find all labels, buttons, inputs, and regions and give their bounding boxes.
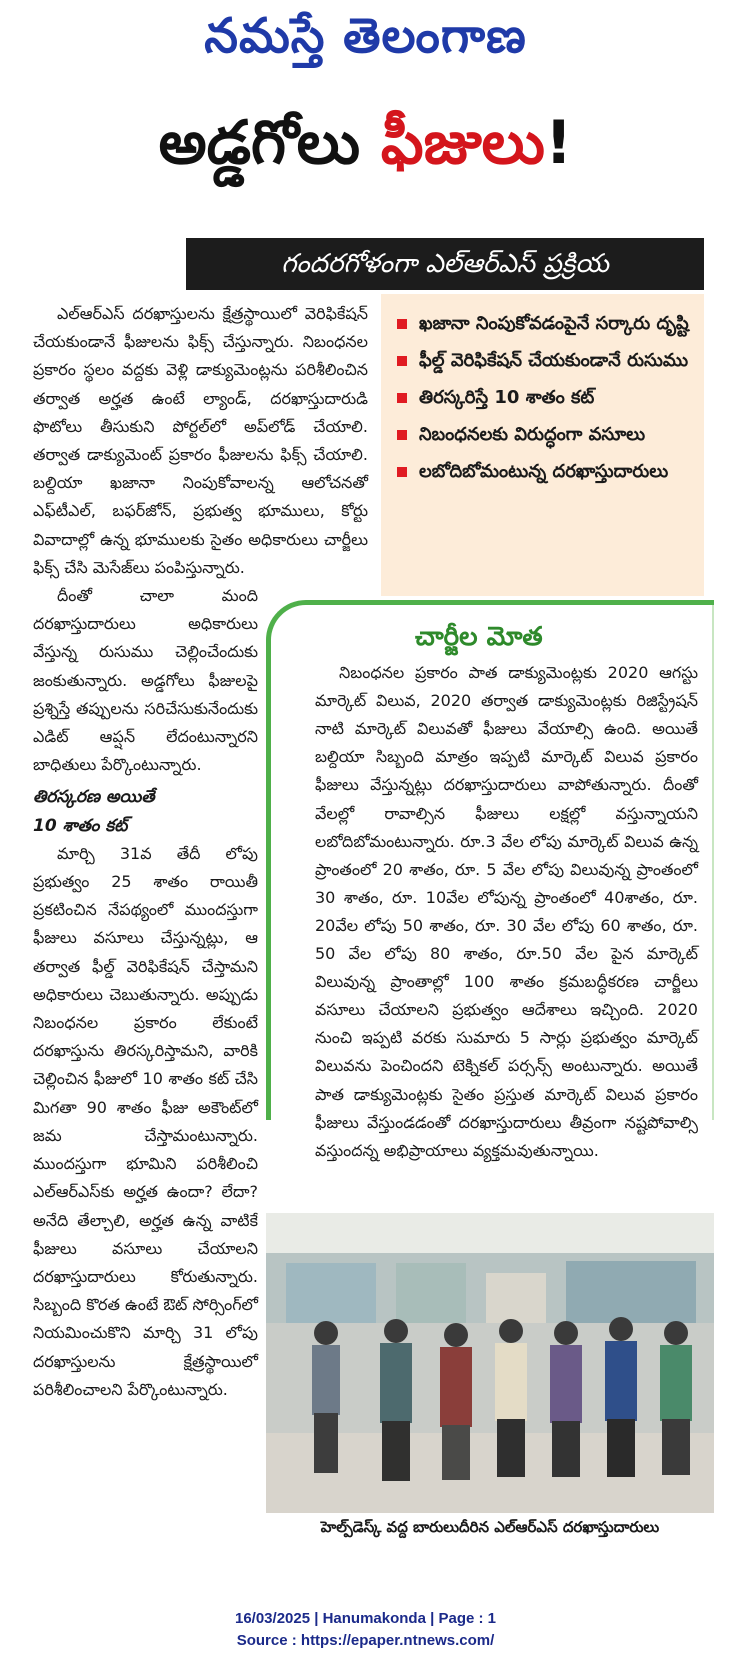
footer-date-line: 16/03/2025 | Hanumakonda | Page : 1 bbox=[234, 1610, 496, 1627]
headline-black: అడ్డగోలు bbox=[158, 108, 381, 178]
headline bbox=[0, 110, 731, 176]
page-footer bbox=[0, 1608, 731, 1652]
headline-end: ! bbox=[544, 108, 573, 178]
headline-red: ఫీజులు bbox=[380, 108, 545, 178]
bullet-item: ఖజానా నింపుకోవడంపైనే సర్కారు దృష్టి bbox=[395, 308, 692, 339]
subheading: తిరస్కరణ అయితే bbox=[33, 787, 155, 808]
article-paragraph: దీంతో చాలా మంది దరఖాస్తుదారులు అధికారులు వేస్తున్న రుసుము చెల్లించేందుకు జంకుతున్నారు. అడ్డగోలు ఫీజులపై ప్రశ్నిస్తే తప్పులను సరిచేసుకునేందుకు ఎడిట్ ఆప్షన్ లేదంటున్నారని బాధితులు పేర్కొంటున్నారు. bbox=[33, 586, 258, 775]
article-paragraph: మార్చి 31వ తేదీ లోపు ప్రభుత్వం 25 శాతం రాయితీ ప్రకటించిన నేపథ్యంలో ముందస్తుగా ఫీజులు వసూలు చేస్తున్నట్లు, ఆ తర్వాత ఫీల్డ్ వెరిఫికేషన్ చేస్తామని అధికారులు చెబుతున్నారు. అప్పుడు నిబంధనల ప్రకారం లేకుంటే దరఖాస్తును తిరస్కరిస్తామని, వారికి చెల్లించిన ఫీజులో 10 శాతం కట్ చేసి మిగతా 90 శాతం ఫీజు అకౌంట్‌లో జమ చేస్తామంటున్నారు. ముందస్తుగా భూమిని పరిశీలించి ఎల్‌ఆర్‌ఎస్‌కు అర్హత ఉందా? లేదా? అనేది తేల్చాలి, అర్హత ఉన్న వాటికే ఫీజులు వసూలు చేయాలని దరఖాస్తుదారులు కోరుతున్నారు. సిబ్బంది కొరత ఉంటే ఔట్ సోర్సింగ్‌లో నియమించుకొని మార్చి 31 లోపు దరఖాస్తులను క్షేత్రస్థాయిలో పరిశీలించాలని పేర్కొంటున్నారు. bbox=[33, 843, 258, 1399]
article-paragraph: ఎల్‌ఆర్‌ఎస్ దరఖాస్తులను క్షేత్రస్థాయిలో వెరిఫికేషన్ చేయకుండానే ఫీజులను ఫిక్స్ చేస్తున్నారు. నిబంధనల ప్రకారం స్థలం వద్దకు వెళ్లి డాక్యుమెంట్లను పరిశీలించిన తర్వాత అర్హత ఉంటే ల్యాండ్, దరఖాస్తుదారుడి ఫొటోలు తీసుకుని పోర్టల్‌లో అప్‌లోడ్ చేయాలి. తర్వాత డాక్యుమెంట్ ప్రకారం ఫీజులను ఫిక్స్ చేయాలి. బల్దియా ఖజానా నింపుకోవాలన్న ఆలోచనతో ఎఫ్‌టీఎల్, బఫర్‌జోన్, ప్రభుత్వ భూములు, కోర్టు వివాదాల్లో ఉన్న భూములకు సైతం అధికారులు చార్జీలు ఫిక్స్ చేసి మెసేజ్‌లు పంపిస్తున్నారు. bbox=[33, 304, 368, 577]
photo-caption: హెల్ప్‌డెస్క్ వద్ద బారులుదీరిన ఎల్‌ఆర్‌ఎస్ దరఖాస్తుదారులు bbox=[320, 1518, 660, 1536]
bullet-item: తిరస్కరిస్తే 10 శాతం కట్ bbox=[395, 382, 692, 413]
bullet-item: ఫీల్డ్ వెరిఫికేషన్ చేయకుండానే రుసుము bbox=[395, 345, 692, 376]
subhead: గందరగోళంగా ఎల్‌ఆర్‌ఎస్ ప్రక్రియ bbox=[186, 238, 704, 290]
callout-title: చార్జీల మోత bbox=[415, 622, 543, 652]
bullet-item: లబోదిబోమంటున్న దరఖాస్తుదారులు bbox=[395, 456, 692, 487]
bullet-box bbox=[381, 294, 704, 596]
masthead: నమస్తే తెలంగాణ bbox=[204, 8, 527, 64]
callout-box bbox=[266, 600, 714, 1160]
callout-text: నిబంధనల ప్రకారం పాత డాక్యుమెంట్లకు 2020 ఆగస్టు మార్కెట్ విలువ, 2020 తర్వాత డాక్యుమెంట్లకు రిజిస్ట్రేషన్ నాటి మార్కెట్ విలువతో ఫీజులు వేయాల్సి ఉంది. అయితే బల్దియా సిబ్బంది మాత్రం ఇప్పటి మార్కెట్ విలువ ప్రకారం ఫీజులు వేస్తున్నట్లు దరఖాస్తుదారులు వాపోతున్నారు. దీంతో వేలల్లో రావాల్సిన ఫీజులు లక్షల్లో వస్తున్నాయని లబోదిబోమంటున్నారు. రూ.3 వేల లోపు మార్కెట్ విలువ ఉన్న ప్రాంతంలో 20 శాతం, రూ. 5 వేల లోపు విలువున్న ప్రాంతంలో 30 శాతం, రూ. 10వేల లోపున్న ప్రాంతంలో 40శాతం, రూ. 20వేల లోపు 50 శాతం, రూ. 30 వేల లోపు 60 శాతం, రూ. 50 వేల లోపు 80 శాతం, రూ.50 వేల పైన మార్కెట్ విలువున్న ప్రాంతాల్లో 100 శాతం క్రమబద్ధీకరణ చార్జీలు వసూలు చేయాలని ప్రభుత్వం ఆదేశాలు ఇచ్చింది. 2020 నుంచి ఇప్పటి వరకు సుమారు 5 సార్లు ప్రభుత్వం మార్కెట్ విలువను పెంచిందని టెక్నికల్ పర్సన్స్ అంటున్నారు. అయితే పాత డాక్యుమెంట్లకు సైతం ప్రస్తుత మార్కెట్ విలువ ప్రకారం ఫీజులు వేస్తుండడంతో దరఖాస్తుదారులు తీవ్రంగా నష్టపోవాల్సి వస్తుందన్న అభిప్రాయాలు వ్యక్తమవుతున్నాయి. bbox=[315, 663, 698, 1160]
footer-source-line: Source : https://epaper.ntnews.com/ bbox=[236, 1632, 495, 1649]
bullet-item: నిబంధనలకు విరుద్ధంగా వసూలు bbox=[395, 419, 692, 450]
news-photo bbox=[266, 1213, 714, 1513]
subheading: 10 శాతం కట్ bbox=[33, 815, 128, 836]
